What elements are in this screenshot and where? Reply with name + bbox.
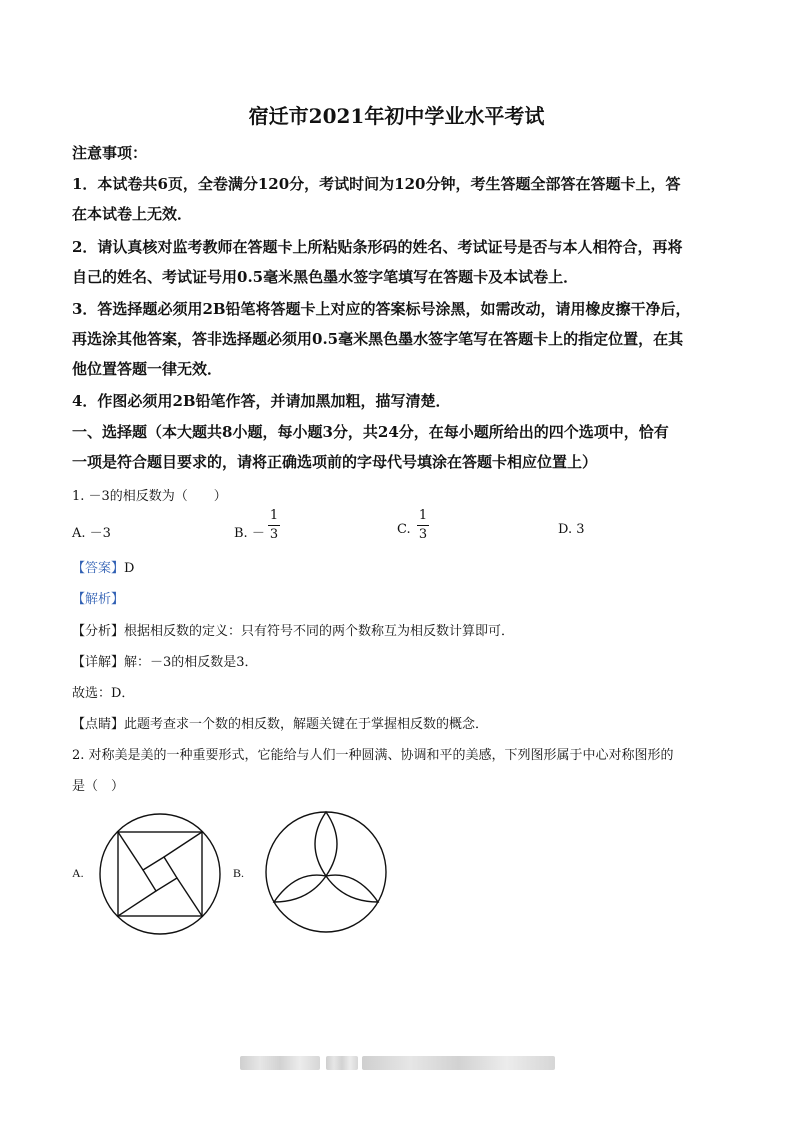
q2-label-b: B.: [233, 866, 245, 880]
page-title: 宿迁市2021年初中学业水平考试: [248, 104, 545, 128]
q1-option-b-fraction: [268, 508, 280, 543]
analysis-line: [72, 588, 124, 607]
q1-option-c-fraction: [417, 508, 429, 543]
q2-figure-a: [98, 812, 222, 936]
xiangjie-tag: 【详解】: [72, 655, 125, 670]
xiangjie-line: [72, 651, 258, 670]
analysis-tag: 【解析】: [72, 592, 125, 607]
answer-value: D: [124, 561, 135, 576]
notice-line: 再选涂其他答案，答非选择题必须用0.5毫米黑色墨水签字笔写在答题卡上的指定位置，在其: [72, 330, 684, 348]
q1-option-d: D. 3: [558, 522, 585, 537]
fenxi-line: [72, 620, 514, 639]
notice-line: 1．本试卷共6页，全卷满分120分，考试时间为120分钟，考生答题全部答在答题卡上，答: [72, 175, 681, 193]
notice-line: 他位置答题一律无效．: [72, 360, 223, 378]
dianjing-tag: 【点睛】: [72, 717, 125, 732]
xiangjie-text: 解：－3的相反数是3．: [124, 655, 258, 670]
dianjing-text: 此题考查求一个数的相反数，解题关键在于掌握相反数的概念．: [124, 717, 489, 732]
q2-stem-line: 是（ ）: [72, 779, 125, 794]
q2-stem-line: 2. 对称美是美的一种重要形式，它能给与人们一种圆满、协调和平的美感，下列图形属于中心对称图形的: [72, 748, 674, 763]
fraction-numerator: 1: [418, 508, 428, 523]
q2-figure-b: [264, 810, 388, 934]
answer-line: [72, 557, 134, 576]
fenxi-tag: 【分析】: [72, 624, 125, 639]
notice-line: 2．请认真核对监考教师在答题卡上所粘贴条形码的姓名、考试证号是否与本人相符合，再将: [72, 238, 683, 256]
q1-option-b-prefix: B. －: [234, 526, 265, 541]
answer-tag: 【答案】: [72, 561, 125, 576]
fraction-denominator: 3: [418, 527, 428, 542]
notice-heading: 注意事项：: [72, 144, 148, 162]
fraction-denominator: 3: [269, 527, 279, 542]
dianjing-line: [72, 713, 488, 732]
q1-stem: 1. －3的相反数为（ ）: [72, 489, 227, 504]
guxuan-line: 故选：D．: [72, 686, 135, 701]
watermark-blur: [362, 1056, 555, 1070]
notice-line: 自己的姓名、考试证号用0.5毫米黑色墨水签字笔填写在答题卡及本试卷上．: [72, 268, 579, 286]
fraction-numerator: 1: [269, 508, 279, 523]
q1-option-a: A. －3: [72, 526, 111, 541]
section-heading: 一项是符合题目要求的，请将正确选项前的字母代号填涂在答题卡相应位置上）: [72, 453, 598, 471]
notice-line: 在本试卷上无效．: [72, 205, 193, 223]
notice-line: 4．作图必须用2B铅笔作答，并请加黑加粗，描写清楚．: [72, 392, 451, 410]
q1-option-c-prefix: C.: [397, 522, 411, 537]
notice-line: 3．答选择题必须用2B铅笔将答题卡上对应的答案标号涂黑，如需改动，请用橡皮擦干净后，: [72, 300, 691, 318]
watermark-blur: [240, 1056, 320, 1070]
watermark-blur: [326, 1056, 358, 1070]
fenxi-text: 根据相反数的定义：只有符号不同的两个数称互为相反数计算即可．: [124, 624, 515, 639]
q2-label-a: A.: [72, 866, 84, 880]
section-heading: 一、选择题（本大题共8小题，每小题3分，共24分，在每小题所给出的四个选项中，恰有: [72, 423, 669, 441]
